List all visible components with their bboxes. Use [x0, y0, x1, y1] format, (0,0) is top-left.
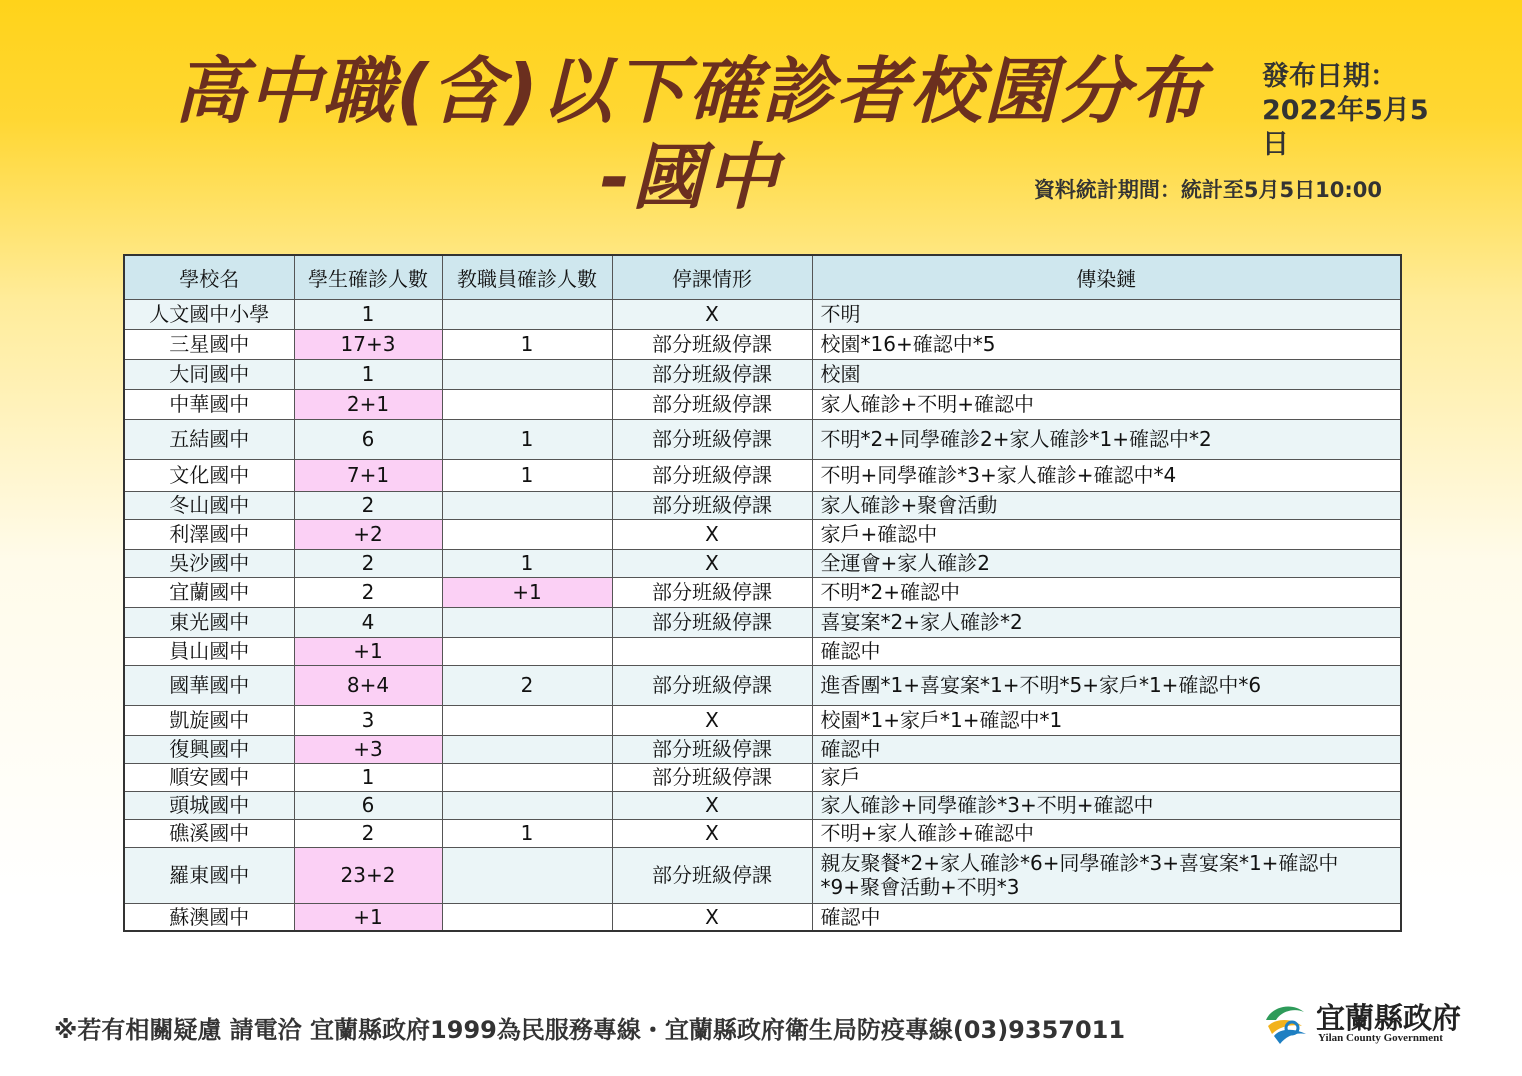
cell-suspension: 部分班級停課	[612, 389, 812, 419]
table-row	[124, 389, 1401, 419]
cell-suspension: 部分班級停課	[612, 607, 812, 637]
cell-school: 順安國中	[124, 763, 294, 791]
cell-school: 頭城國中	[124, 791, 294, 819]
cell-school: 復興國中	[124, 735, 294, 763]
cell-chain: 全運會+家人確診2	[812, 549, 1401, 577]
cell-chain: 家人確診+聚會活動	[812, 491, 1401, 519]
cell-students: 2	[294, 819, 442, 847]
cell-suspension: 部分班級停課	[612, 419, 812, 459]
cell-school: 蘇澳國中	[124, 903, 294, 931]
table-row	[124, 903, 1401, 931]
cell-suspension: X	[612, 903, 812, 931]
cell-staff: 1	[442, 329, 612, 359]
cell-staff: 1	[442, 419, 612, 459]
cell-staff	[442, 637, 612, 665]
cell-students: 6	[294, 791, 442, 819]
cell-students: 3	[294, 705, 442, 735]
cell-chain: 校園	[812, 359, 1401, 389]
cell-students: 23+2	[294, 847, 442, 903]
cell-school: 三星國中	[124, 329, 294, 359]
cell-staff	[442, 389, 612, 419]
cell-students: 7+1	[294, 459, 442, 491]
cell-chain: 家戶	[812, 763, 1401, 791]
cell-chain: 不明	[812, 299, 1401, 329]
cell-chain: 家人確診+不明+確認中	[812, 389, 1401, 419]
cell-students: +1	[294, 637, 442, 665]
cell-suspension: X	[612, 519, 812, 549]
cell-students: 1	[294, 299, 442, 329]
yilan-logo	[1262, 996, 1472, 1052]
publish-label: 發布日期：	[1262, 61, 1397, 92]
cell-staff: 1	[442, 819, 612, 847]
col-chain: 傳染鏈	[812, 255, 1401, 299]
table-row	[124, 459, 1401, 491]
cell-chain: 確認中	[812, 903, 1401, 931]
cell-chain: 校園*1+家戶*1+確認中*1	[812, 705, 1401, 735]
col-suspension: 停課情形	[612, 255, 812, 299]
table-row	[124, 549, 1401, 577]
cell-staff	[442, 299, 612, 329]
cell-students: 6	[294, 419, 442, 459]
publish-date-block	[1262, 60, 1452, 162]
cell-school: 五結國中	[124, 419, 294, 459]
table-row	[124, 819, 1401, 847]
title-main: 高中職(含)以下確診者校園分布	[174, 49, 1206, 133]
contact-footer: ※若有相關疑慮 請電洽 宜蘭縣政府1999為民服務專線・宜蘭縣政府衛生局防疫專線(03)9357011	[54, 1016, 1126, 1044]
cell-suspension: X	[612, 705, 812, 735]
cell-suspension: 部分班級停課	[612, 763, 812, 791]
cell-staff	[442, 359, 612, 389]
cell-suspension: 部分班級停課	[612, 329, 812, 359]
table-row	[124, 847, 1401, 903]
table-header-row	[124, 255, 1401, 299]
cell-chain: 不明+同學確診*3+家人確診+確認中*4	[812, 459, 1401, 491]
cell-students: 1	[294, 763, 442, 791]
cell-chain: 不明+家人確診+確認中	[812, 819, 1401, 847]
table-row	[124, 791, 1401, 819]
table-row	[124, 607, 1401, 637]
cell-students: 2	[294, 577, 442, 607]
cell-staff	[442, 903, 612, 931]
cell-school: 利澤國中	[124, 519, 294, 549]
table-row	[124, 491, 1401, 519]
cell-staff	[442, 705, 612, 735]
col-school: 學校名	[124, 255, 294, 299]
table-row	[124, 299, 1401, 329]
school-cases-table	[123, 254, 1402, 932]
cell-suspension: 部分班級停課	[612, 491, 812, 519]
cell-staff: 1	[442, 549, 612, 577]
cell-suspension: 部分班級停課	[612, 847, 812, 903]
cell-school: 文化國中	[124, 459, 294, 491]
cell-school: 員山國中	[124, 637, 294, 665]
cell-school: 國華國中	[124, 665, 294, 705]
logo-english: Yilan County Government	[1318, 1032, 1443, 1044]
cell-staff: +1	[442, 577, 612, 607]
cell-suspension: X	[612, 299, 812, 329]
yilan-emblem-icon	[1262, 998, 1310, 1046]
cell-staff: 1	[442, 459, 612, 491]
cell-students: 2+1	[294, 389, 442, 419]
cell-chain: 家人確診+同學確診*3+不明+確認中	[812, 791, 1401, 819]
cell-school: 大同國中	[124, 359, 294, 389]
cell-chain: 親友聚餐*2+家人確診*6+同學確診*3+喜宴案*1+確認中*9+聚會活動+不明*3	[812, 847, 1401, 903]
cell-chain: 不明*2+確認中	[812, 577, 1401, 607]
cell-school: 宜蘭國中	[124, 577, 294, 607]
col-students: 學生確診人數	[294, 255, 442, 299]
cell-staff	[442, 735, 612, 763]
cell-chain: 喜宴案*2+家人確診*2	[812, 607, 1401, 637]
cell-chain: 校園*16+確認中*5	[812, 329, 1401, 359]
cell-suspension: X	[612, 791, 812, 819]
cell-suspension: 部分班級停課	[612, 665, 812, 705]
cell-suspension: 部分班級停課	[612, 359, 812, 389]
cell-students: 2	[294, 491, 442, 519]
table-row	[124, 763, 1401, 791]
table-row	[124, 637, 1401, 665]
title-sub: -國中	[600, 135, 780, 219]
cell-students: 1	[294, 359, 442, 389]
table-row	[124, 577, 1401, 607]
cell-students: 8+4	[294, 665, 442, 705]
table-row	[124, 419, 1401, 459]
cell-staff	[442, 607, 612, 637]
cell-school: 冬山國中	[124, 491, 294, 519]
table-row	[124, 519, 1401, 549]
cell-staff	[442, 847, 612, 903]
cell-chain: 確認中	[812, 637, 1401, 665]
table-row	[124, 705, 1401, 735]
table-row	[124, 329, 1401, 359]
logo-name: 宜蘭縣政府	[1316, 1001, 1462, 1035]
table-row	[124, 735, 1401, 763]
cell-staff	[442, 763, 612, 791]
cell-school: 人文國中小學	[124, 299, 294, 329]
cell-staff	[442, 519, 612, 549]
cell-chain: 確認中	[812, 735, 1401, 763]
cell-students: +3	[294, 735, 442, 763]
table-row	[124, 359, 1401, 389]
cell-school: 礁溪國中	[124, 819, 294, 847]
cell-suspension: 部分班級停課	[612, 459, 812, 491]
table-row	[124, 665, 1401, 705]
cell-suspension: X	[612, 819, 812, 847]
cell-students: 4	[294, 607, 442, 637]
cell-suspension: 部分班級停課	[612, 577, 812, 607]
cell-suspension	[612, 637, 812, 665]
cell-students: 17+3	[294, 329, 442, 359]
cell-chain: 進香團*1+喜宴案*1+不明*5+家戶*1+確認中*6	[812, 665, 1401, 705]
cell-suspension: X	[612, 549, 812, 577]
cell-school: 吳沙國中	[124, 549, 294, 577]
cell-staff	[442, 491, 612, 519]
cell-students: +1	[294, 903, 442, 931]
table-body	[124, 299, 1401, 931]
cell-staff	[442, 791, 612, 819]
cell-school: 中華國中	[124, 389, 294, 419]
cell-staff: 2	[442, 665, 612, 705]
publish-date: 2022年5月5日	[1262, 95, 1429, 160]
cell-chain: 家戶+確認中	[812, 519, 1401, 549]
cell-students: +2	[294, 519, 442, 549]
cell-students: 2	[294, 549, 442, 577]
col-staff: 教職員確診人數	[442, 255, 612, 299]
stats-period: 資料統計期間：統計至5月5日10:00	[1033, 178, 1382, 202]
cell-school: 羅東國中	[124, 847, 294, 903]
cell-chain: 不明*2+同學確診2+家人確診*1+確認中*2	[812, 419, 1401, 459]
cell-school: 東光國中	[124, 607, 294, 637]
cell-suspension: 部分班級停課	[612, 735, 812, 763]
cell-school: 凱旋國中	[124, 705, 294, 735]
